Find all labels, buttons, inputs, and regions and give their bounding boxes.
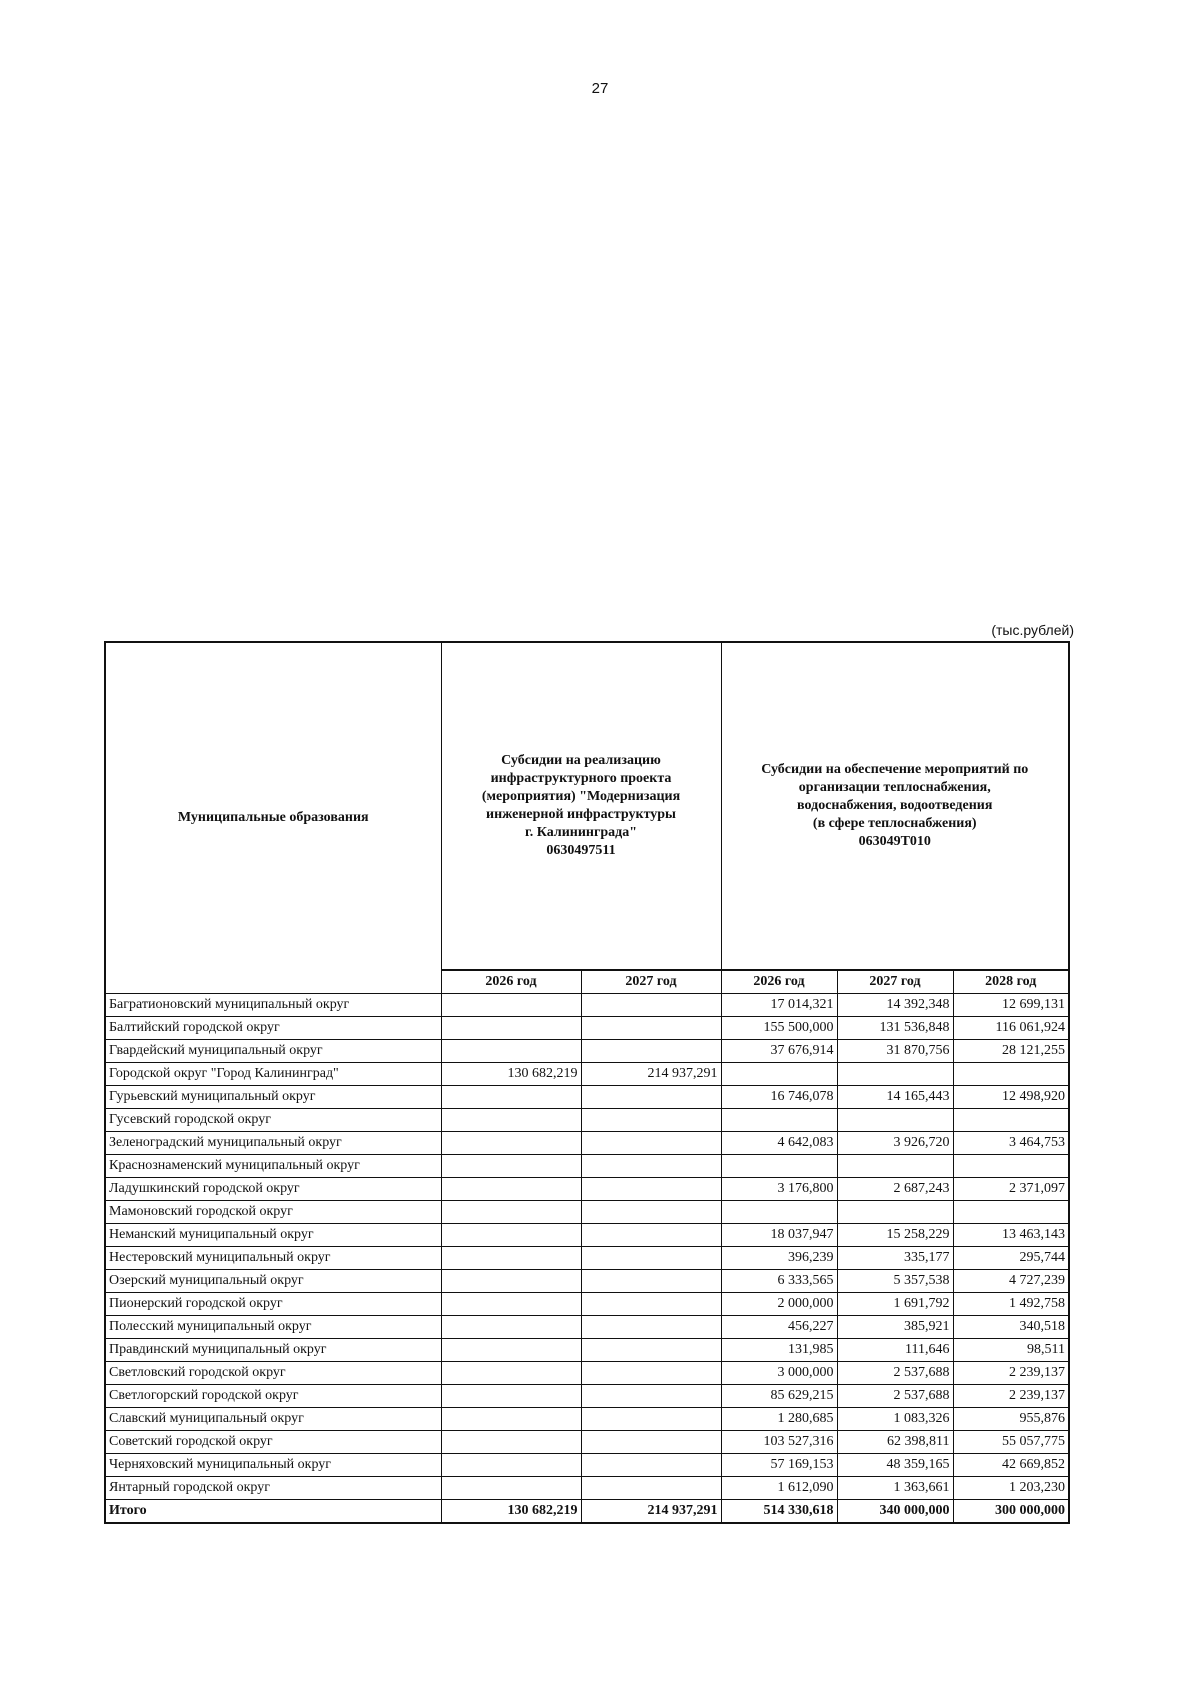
- municipality-name: Озерский муниципальный округ: [105, 1270, 441, 1293]
- value-cell: 1 083,326: [837, 1408, 953, 1431]
- municipality-name: Неманский муниципальный округ: [105, 1224, 441, 1247]
- value-cell: [837, 1063, 953, 1086]
- year-header: 2026 год: [721, 970, 837, 994]
- value-cell: [441, 1270, 581, 1293]
- table-row: [105, 1247, 1069, 1270]
- municipality-name: Городской округ "Город Калининград": [105, 1063, 441, 1086]
- municipality-name: Черняховский муниципальный округ: [105, 1454, 441, 1477]
- value-cell: 2 687,243: [837, 1178, 953, 1201]
- value-cell: 31 870,756: [837, 1040, 953, 1063]
- value-cell: [441, 994, 581, 1017]
- value-cell: [441, 1178, 581, 1201]
- value-cell: [441, 1477, 581, 1500]
- table-row: [105, 1339, 1069, 1362]
- table-row: [105, 1454, 1069, 1477]
- value-cell: [441, 1339, 581, 1362]
- value-cell: [441, 1316, 581, 1339]
- municipality-name: Балтийский городской округ: [105, 1017, 441, 1040]
- value-cell: 1 363,661: [837, 1477, 953, 1500]
- value-cell: 340,518: [953, 1316, 1069, 1339]
- header-line: (мероприятия) "Модернизация: [481, 789, 681, 804]
- value-cell: 5 357,538: [837, 1270, 953, 1293]
- header-line: 063049Т010: [858, 834, 931, 849]
- value-cell: 17 014,321: [721, 994, 837, 1017]
- value-cell: 18 037,947: [721, 1224, 837, 1247]
- municipality-name: Советский городской округ: [105, 1431, 441, 1454]
- value-cell: 2 000,000: [721, 1293, 837, 1316]
- value-cell: 3 000,000: [721, 1362, 837, 1385]
- value-cell: 103 527,316: [721, 1431, 837, 1454]
- value-cell: [441, 1109, 581, 1132]
- table-row: [105, 1063, 1069, 1086]
- municipality-name: Пионерский городской округ: [105, 1293, 441, 1316]
- value-cell: 155 500,000: [721, 1017, 837, 1040]
- municipality-name: Янтарный городской округ: [105, 1477, 441, 1500]
- value-cell: [721, 1155, 837, 1178]
- value-cell: [441, 1362, 581, 1385]
- value-cell: 130 682,219: [441, 1063, 581, 1086]
- value-cell: [441, 1454, 581, 1477]
- municipality-name: Правдинский муниципальный округ: [105, 1339, 441, 1362]
- value-cell: 2 537,688: [837, 1362, 953, 1385]
- value-cell: 42 669,852: [953, 1454, 1069, 1477]
- value-cell: [581, 1109, 721, 1132]
- value-cell: [581, 1201, 721, 1224]
- value-cell: [581, 1339, 721, 1362]
- value-cell: 3 464,753: [953, 1132, 1069, 1155]
- value-cell: 12 699,131: [953, 994, 1069, 1017]
- municipality-name: Мамоновский городской округ: [105, 1201, 441, 1224]
- value-cell: 214 937,291: [581, 1063, 721, 1086]
- table-row: [105, 1040, 1069, 1063]
- value-cell: [721, 1063, 837, 1086]
- value-cell: 57 169,153: [721, 1454, 837, 1477]
- municipality-name: Ладушкинский городской округ: [105, 1178, 441, 1201]
- table-row: [105, 1155, 1069, 1178]
- value-cell: 3 926,720: [837, 1132, 953, 1155]
- year-header: 2027 год: [581, 970, 721, 994]
- value-cell: 1 691,792: [837, 1293, 953, 1316]
- value-cell: [581, 1040, 721, 1063]
- municipality-name: Гусевский городской округ: [105, 1109, 441, 1132]
- total-row: [105, 1500, 1069, 1524]
- header-line: водоснабжения, водоотведения: [797, 798, 993, 813]
- value-cell: 14 165,443: [837, 1086, 953, 1109]
- subsidy-table-container: [104, 641, 1070, 1524]
- value-cell: [581, 1247, 721, 1270]
- value-cell: [581, 1224, 721, 1247]
- table-row: [105, 1477, 1069, 1500]
- municipality-name: Багратионовский муниципальный округ: [105, 994, 441, 1017]
- value-cell: 295,744: [953, 1247, 1069, 1270]
- municipality-column-header: Муниципальные образования: [105, 642, 441, 994]
- value-cell: [581, 1454, 721, 1477]
- value-cell: 2 239,137: [953, 1385, 1069, 1408]
- value-cell: 514 330,618: [721, 1500, 837, 1524]
- subsidy-table: [104, 641, 1070, 1524]
- municipality-name: Светловский городской округ: [105, 1362, 441, 1385]
- value-cell: 98,511: [953, 1339, 1069, 1362]
- value-cell: [581, 1408, 721, 1431]
- municipality-name: Славский муниципальный округ: [105, 1408, 441, 1431]
- value-cell: [953, 1063, 1069, 1086]
- value-cell: 131,985: [721, 1339, 837, 1362]
- page-number: 27: [591, 80, 609, 97]
- table-row: [105, 1293, 1069, 1316]
- group2-header: [721, 642, 1069, 970]
- value-cell: [441, 1086, 581, 1109]
- value-cell: [441, 1408, 581, 1431]
- value-cell: 131 536,848: [837, 1017, 953, 1040]
- value-cell: 55 057,775: [953, 1431, 1069, 1454]
- header-line: инженерной инфраструктуры: [486, 807, 676, 822]
- year-header: 2028 год: [953, 970, 1069, 994]
- municipality-name: Нестеровский муниципальный округ: [105, 1247, 441, 1270]
- header-line: 0630497511: [546, 843, 616, 858]
- table-row: [105, 1017, 1069, 1040]
- value-cell: [581, 1431, 721, 1454]
- value-cell: [581, 994, 721, 1017]
- value-cell: 1 492,758: [953, 1293, 1069, 1316]
- value-cell: 62 398,811: [837, 1431, 953, 1454]
- value-cell: 2 371,097: [953, 1178, 1069, 1201]
- value-cell: 37 676,914: [721, 1040, 837, 1063]
- municipality-name: Светлогорский городской округ: [105, 1385, 441, 1408]
- value-cell: 2 239,137: [953, 1362, 1069, 1385]
- value-cell: [837, 1155, 953, 1178]
- municipality-name: Зеленоградский муниципальный округ: [105, 1132, 441, 1155]
- value-cell: [441, 1155, 581, 1178]
- value-cell: [441, 1431, 581, 1454]
- value-cell: 13 463,143: [953, 1224, 1069, 1247]
- value-cell: [837, 1201, 953, 1224]
- value-cell: [441, 1017, 581, 1040]
- municipality-name: Полесский муниципальный округ: [105, 1316, 441, 1339]
- year-header: 2027 год: [837, 970, 953, 994]
- value-cell: 340 000,000: [837, 1500, 953, 1524]
- header-line: (в сфере теплоснабжения): [812, 816, 977, 831]
- table-row: [105, 1431, 1069, 1454]
- value-cell: 4 727,239: [953, 1270, 1069, 1293]
- value-cell: 1 280,685: [721, 1408, 837, 1431]
- value-cell: 4 642,083: [721, 1132, 837, 1155]
- header-line: Субсидии на реализацию: [501, 753, 661, 768]
- value-cell: [581, 1155, 721, 1178]
- table-row: [105, 1408, 1069, 1431]
- table-row: [105, 1362, 1069, 1385]
- header-line: организации теплоснабжения,: [798, 780, 991, 795]
- value-cell: 14 392,348: [837, 994, 953, 1017]
- value-cell: 48 359,165: [837, 1454, 953, 1477]
- municipality-name: Краснознаменский муниципальный округ: [105, 1155, 441, 1178]
- value-cell: [441, 1224, 581, 1247]
- value-cell: [953, 1155, 1069, 1178]
- value-cell: [721, 1201, 837, 1224]
- header-line: г. Калининграда": [525, 825, 637, 840]
- table-row: [105, 1224, 1069, 1247]
- table-row: [105, 1086, 1069, 1109]
- value-cell: 456,227: [721, 1316, 837, 1339]
- municipality-name: Гвардейский муниципальный округ: [105, 1040, 441, 1063]
- value-cell: 15 258,229: [837, 1224, 953, 1247]
- value-cell: 396,239: [721, 1247, 837, 1270]
- value-cell: 385,921: [837, 1316, 953, 1339]
- value-cell: [441, 1247, 581, 1270]
- value-cell: 300 000,000: [953, 1500, 1069, 1524]
- value-cell: [581, 1270, 721, 1293]
- value-cell: 12 498,920: [953, 1086, 1069, 1109]
- value-cell: 130 682,219: [441, 1500, 581, 1524]
- header-line: инфраструктурного проекта: [490, 771, 672, 786]
- group1-header: [441, 642, 721, 970]
- value-cell: 111,646: [837, 1339, 953, 1362]
- value-cell: [721, 1109, 837, 1132]
- value-cell: [581, 1178, 721, 1201]
- value-cell: [581, 1385, 721, 1408]
- value-cell: [441, 1132, 581, 1155]
- units-note: (тыс.рублей): [991, 622, 1074, 638]
- table-row: [105, 994, 1069, 1017]
- value-cell: 3 176,800: [721, 1178, 837, 1201]
- value-cell: [581, 1477, 721, 1500]
- value-cell: [441, 1385, 581, 1408]
- value-cell: 116 061,924: [953, 1017, 1069, 1040]
- value-cell: 16 746,078: [721, 1086, 837, 1109]
- table-row: [105, 1385, 1069, 1408]
- value-cell: [581, 1316, 721, 1339]
- value-cell: 955,876: [953, 1408, 1069, 1431]
- table-row: [105, 1178, 1069, 1201]
- value-cell: 6 333,565: [721, 1270, 837, 1293]
- value-cell: [441, 1040, 581, 1063]
- year-header: 2026 год: [441, 970, 581, 994]
- table-row: [105, 1316, 1069, 1339]
- value-cell: 2 537,688: [837, 1385, 953, 1408]
- table-row: [105, 1132, 1069, 1155]
- value-cell: 335,177: [837, 1247, 953, 1270]
- total-label: Итого: [105, 1500, 441, 1524]
- value-cell: 85 629,215: [721, 1385, 837, 1408]
- header-line: Субсидии на обеспечение мероприятий по: [761, 762, 1029, 777]
- value-cell: [581, 1362, 721, 1385]
- table-body: [105, 994, 1069, 1524]
- value-cell: [581, 1086, 721, 1109]
- table-row: [105, 1109, 1069, 1132]
- value-cell: 214 937,291: [581, 1500, 721, 1524]
- value-cell: 1 203,230: [953, 1477, 1069, 1500]
- value-cell: [581, 1017, 721, 1040]
- table-row: [105, 1201, 1069, 1224]
- table-row: [105, 1270, 1069, 1293]
- value-cell: [953, 1201, 1069, 1224]
- value-cell: [953, 1109, 1069, 1132]
- value-cell: 28 121,255: [953, 1040, 1069, 1063]
- value-cell: [441, 1293, 581, 1316]
- value-cell: [581, 1132, 721, 1155]
- value-cell: [441, 1201, 581, 1224]
- value-cell: [837, 1109, 953, 1132]
- value-cell: 1 612,090: [721, 1477, 837, 1500]
- value-cell: [581, 1293, 721, 1316]
- municipality-name: Гурьевский муниципальный округ: [105, 1086, 441, 1109]
